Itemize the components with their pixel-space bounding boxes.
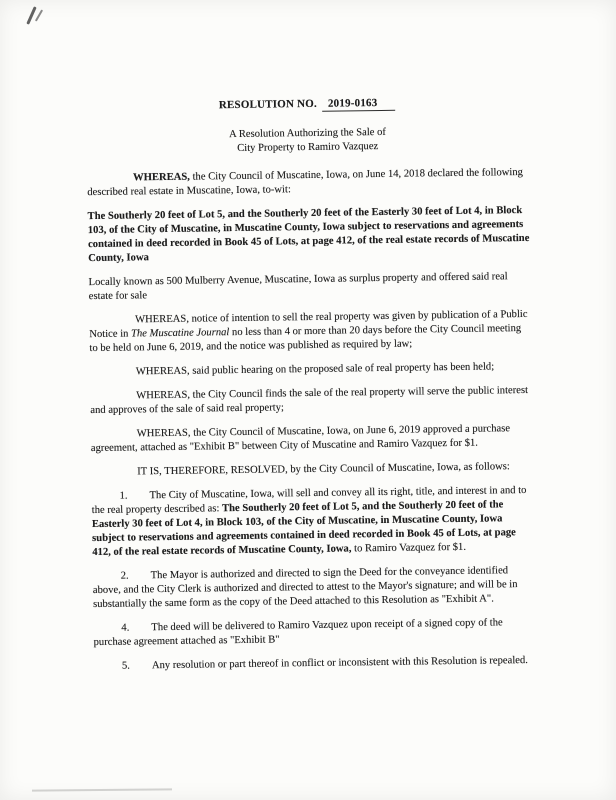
recital-public-notice: [89, 308, 532, 356]
text-segment: no less than 4 or more than 20 days before the City Council meeting to be held on June 6, 2019, and the notice was published as required by law;: [89, 323, 522, 355]
text-segment: The deed will be delivered to Ramiro Vazquez upon receipt of a signed copy of the purchase agreement attached as "Exhibit B": [93, 617, 503, 649]
document-body: [87, 166, 536, 674]
document-content: [86, 94, 536, 684]
recital-public-interest: [90, 384, 532, 418]
item-1: [91, 484, 534, 560]
text-segment: The Southerly 20 feet of Lot 5, and the Southerly 20 feet of the Easterly 30 feet of Lot 4, in Block 103, of the City of Muscatine, in Muscatine County, Iowa subject to reservations and agreements contained in deed recorded in Book 45 of Lots, at page 412, of the real estate records of Muscatine County, Iowa: [87, 205, 530, 265]
scan-artifact-mark: [26, 6, 36, 25]
text-segment: The City of Muscatine, Iowa, will sell and convey all its right, title, and interest in and to the real property described as:: [91, 484, 527, 517]
text-segment: WHEREAS,: [133, 171, 190, 184]
locally-known: [88, 270, 530, 304]
item-number: 1.: [119, 490, 128, 502]
text-segment: the City Council of Muscatine, Iowa, on June 14, 2018 declared the following described real estate in Muscatine, Iowa, to-wit:: [87, 166, 524, 199]
item-5: [94, 654, 536, 674]
text-segment: WHEREAS, said public hearing on the proposed sale of real property has been held;: [135, 361, 495, 378]
item-number: 2.: [120, 570, 129, 582]
item-4: [93, 616, 535, 650]
item-number: 4.: [121, 622, 130, 634]
subtitle-line-1: A Resolution Authorizing the Sale of: [229, 126, 387, 141]
subtitle-line-2: City Property to Ramiro Vazquez: [237, 141, 379, 154]
resolution-title-label: RESOLUTION NO.: [218, 97, 318, 112]
scan-artifact-mark: [35, 9, 43, 21]
recital-public-hearing: [90, 360, 532, 380]
recital-declaration: [87, 166, 529, 200]
item-number: 5.: [121, 660, 130, 672]
text-segment: The Muscatine Journal: [130, 327, 230, 340]
text-segment: The Mayor is authorized and directed to sign the Deed for the conveyance identified above, and the City Clerk is authorized and directed to attest to the Mayor's signature; and will be in substantially the same form as the copy of the Deed attached to this Resolution as "Exhibit A".: [92, 565, 518, 611]
text-segment: IT IS, THEREFORE, RESOLVED, by the City Council of Muscatine, Iowa, as follows:: [137, 461, 510, 478]
legal-description: [88, 204, 531, 266]
text-segment: Any resolution or part thereof in conflict or inconsistent with this Resolution is repealed.: [151, 654, 528, 672]
resolution-number: 2019-0163: [322, 97, 396, 112]
text-segment: WHEREAS, the City Council of Muscatine, Iowa, on June 6, 2019 approved a purchase agreement, attached as "Exhibit B" between City of Muscatine and Ramiro Vazquez for $1.: [90, 423, 511, 455]
text-segment: The Southerly 20 feet of Lot 5, and the Southerly 20 feet of the Easterly 30 feet of Lot 4, in Block 103, of the City of Muscatine, in Muscatine County, Iowa subject to reservations and agreements contained in deed recorded in Book 45 of Lots, at page 412, of the real estate records of Muscatine County, Iowa,: [91, 499, 516, 559]
text-segment: to Ramiro Vazquez for $1.: [351, 541, 467, 555]
resolved-clause: [91, 460, 533, 480]
resolution-subtitle: [86, 124, 528, 158]
item-2: [93, 564, 536, 612]
text-segment: Locally known as 500 Mulberry Avenue, Muscatine, Iowa as surplus property and offered said real estate for sale: [88, 271, 508, 303]
recital-purchase-agreement: [91, 422, 533, 456]
text-segment: WHEREAS, the City Council finds the sale of the real property will serve the public interest and approves of the sale of said real property;: [90, 384, 529, 417]
text-segment: WHEREAS, notice of intention to sell the real property was given by publication of a Public Notice in: [89, 308, 528, 341]
resolution-title: [86, 94, 528, 114]
scan-artifact-streak: [32, 788, 172, 791]
